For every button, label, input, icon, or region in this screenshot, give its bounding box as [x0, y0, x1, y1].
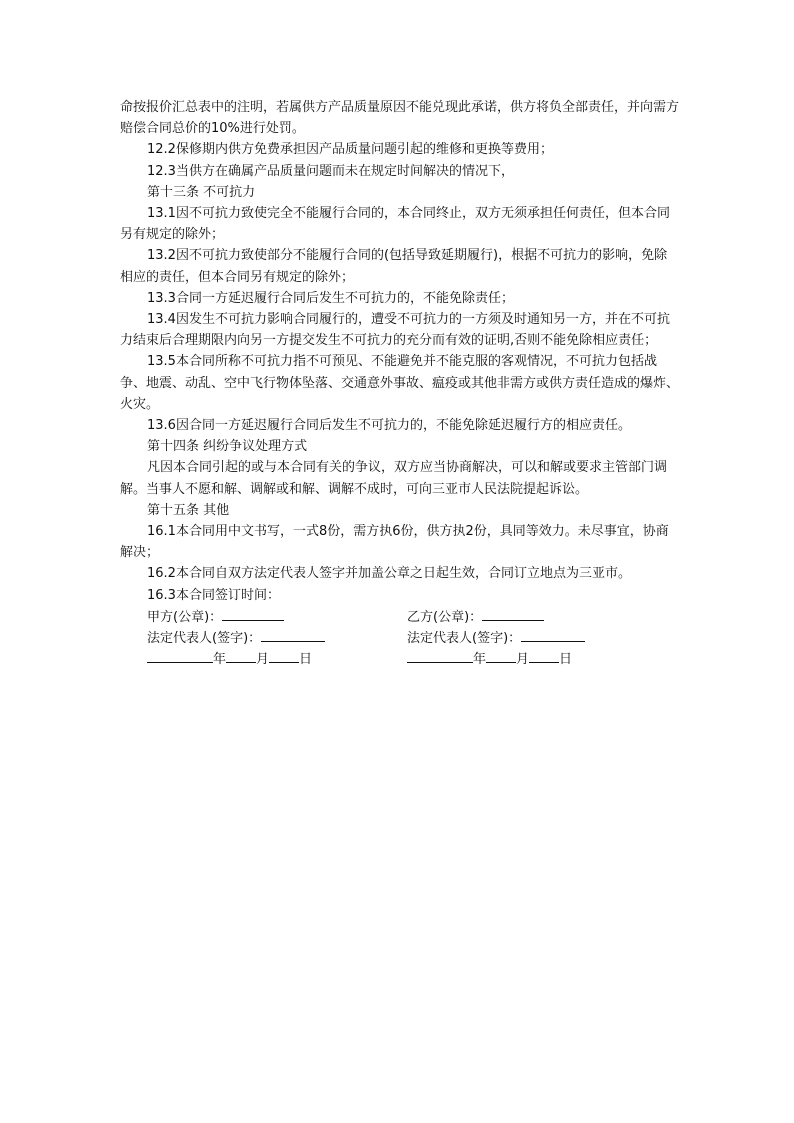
paragraph-warranty-penalty: 命按报价汇总表中的注明，若属供方产品质量原因不能兑现此承诺，供方将负全部责任，并向需方赔偿合同总价的10%进行处罚。 [120, 100, 680, 137]
party-b-year-blank[interactable] [407, 648, 473, 663]
party-a-seal-blank[interactable] [222, 606, 284, 621]
heading-article-13: 第十三条 不可抗力 [147, 184, 256, 200]
party-b-month-blank[interactable] [486, 648, 516, 663]
paragraph-13-1: 13.1因不可抗力致使完全不能履行合同的，本合同终止，双方无须承担任何责任，但本合同另有规定的除外； [120, 206, 670, 243]
party-a-representative-label: 法定代表人(签字)： [147, 631, 262, 647]
paragraph-13-6: 13.6因合同一方延迟履行合同后发生不可抗力的，不能免除延迟履行方的相应责任。 [147, 418, 631, 434]
paragraph-dispute: 凡因本合同引起的或与本合同有关的争议，双方应当协商解决，可以和解或要求主管部门调解。当事人不愿和解、调解或和解、调解不成时，可向三亚市人民法院提起诉讼。 [120, 460, 668, 497]
year-label: 年 [473, 652, 487, 668]
paragraph-16-1: 16.1本合同用中文书写，一式8份，需方执6份，供方执2份，具同等效力。未尽事宜，协商解决； [120, 524, 669, 561]
paragraph-13-2: 13.2因不可抗力致使部分不能履行合同的(包括导致延期履行)，根据不可抗力的影响，免除相应的责任，但本合同另有规定的除外； [120, 248, 668, 285]
paragraph-16-3: 16.3本合同签订时间： [147, 587, 280, 603]
party-b-seal [407, 606, 544, 628]
paragraph-12-3: 12.3当供方在确属产品质量问题而未在规定时间解决的情况下， [147, 163, 514, 179]
party-a-seal-label: 甲方(公章)： [147, 609, 223, 625]
party-b-representative-blank[interactable] [521, 627, 585, 642]
month-label: 月 [256, 652, 270, 668]
paragraph-13-3: 13.3合同一方延迟履行合同后发生不可抗力的，不能免除责任； [147, 290, 514, 306]
document-body [120, 97, 680, 669]
heading-article-15: 第十五条 其他 [147, 502, 230, 518]
party-a-representative [147, 627, 325, 649]
paragraph-12-2: 12.2保修期内供方免费承担因产品质量问题引起的维修和更换等费用； [147, 142, 553, 158]
month-label: 月 [516, 652, 530, 668]
paragraph-16-2: 16.2本合同自双方法定代表人签字并加盖公章之日起生效，合同订立地点为三亚市。 [147, 566, 631, 582]
paragraph-13-5: 13.5本合同所称不可抗力指不可预见、不能避免并不能克服的客观情况，不可抗力包括战争、地震、动乱、空中飞行物体坠落、交通意外事故、瘟疫或其他非需方或供方责任造成的爆炸、火灾。 [120, 354, 680, 412]
party-b-representative [407, 627, 585, 649]
year-label: 年 [213, 652, 227, 668]
party-b-day-blank[interactable] [529, 648, 559, 663]
party-b-representative-label: 法定代表人(签字)： [407, 631, 522, 647]
day-label: 日 [299, 652, 313, 668]
party-a-seal [147, 606, 284, 628]
signature-row-representative [120, 627, 680, 648]
party-a-representative-blank[interactable] [261, 627, 325, 642]
party-a-day-blank[interactable] [269, 648, 299, 663]
day-label: 日 [559, 652, 573, 668]
party-a-month-blank[interactable] [226, 648, 256, 663]
party-b-seal-label: 乙方(公章)： [407, 609, 483, 625]
signature-row-date [120, 648, 680, 669]
party-b-seal-blank[interactable] [482, 606, 544, 621]
signature-row-seal [120, 606, 680, 627]
party-a-year-blank[interactable] [147, 648, 213, 663]
party-b-date [407, 648, 572, 670]
party-a-date [147, 648, 312, 670]
heading-article-14: 第十四条 纠纷争议处理方式 [147, 439, 308, 455]
paragraph-13-4: 13.4因发生不可抗力影响合同履行的，遭受不可抗力的一方须及时通知另一方，并在不可抗力结束后合理期限内向另一方提交发生不可抗力的充分而有效的证明,否则不能免除相应责任； [120, 312, 670, 349]
